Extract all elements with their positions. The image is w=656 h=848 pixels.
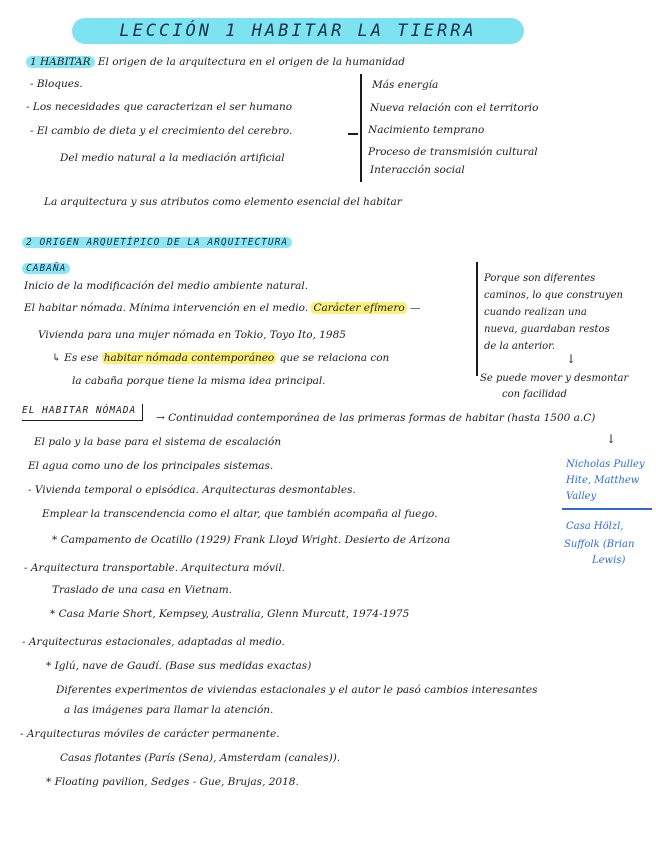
- s1-right-3: Nacimiento temprano: [368, 124, 485, 136]
- down-arrow-icon-2: ↓: [606, 432, 617, 446]
- s2-note-6: Se puede mover y desmontar: [480, 373, 629, 384]
- s3-line-8: * Casa Marie Short, Kempsey, Australia, Glenn Murcutt, 1974-1975: [50, 608, 410, 620]
- s1-line-1: - Bloques.: [30, 78, 83, 90]
- nomada-contemporaneo-highlight: habitar nómada contemporáneo: [103, 352, 275, 364]
- s3-line-14: Casas flotantes (París (Sena), Amsterdam (canales)).: [60, 752, 341, 764]
- s2-note-bracket: [476, 262, 478, 376]
- blue-note-3: Valley: [566, 491, 597, 502]
- s1-bracket: [360, 74, 362, 182]
- s1-line-4: Del medio natural a la mediación artificial: [60, 152, 285, 164]
- s3-line-4: Emplear la transcendencia como el altar, que también acompaña al fuego.: [42, 508, 438, 520]
- s1-right-5: Interacción social: [370, 164, 465, 176]
- s3-line-5: * Campamento de Ocatillo (1929) Frank Lloyd Wright. Desierto de Arizona: [52, 534, 451, 546]
- section-1-tag: 1 HABITAR: [26, 56, 95, 68]
- nomada-box: EL HABITAR NÓMADA: [22, 404, 143, 421]
- s1-closing: La arquitectura y sus atributos como elemento esencial del habitar: [44, 196, 402, 208]
- s3-line-11: Diferentes experimentos de viviendas estacionales y el autor le pasó cambios interesantes: [56, 684, 538, 696]
- s2-note-3: cuando realizan una: [484, 307, 587, 318]
- section-2-tag: [22, 262, 70, 275]
- blue-note-4: Casa Hölzl,: [566, 521, 624, 532]
- s3-line-9: - Arquitecturas estacionales, adaptadas al medio.: [22, 636, 285, 648]
- blue-divider: [562, 508, 652, 510]
- section-2-heading-text: 2 ORIGEN ARQUETÍPICO DE LA ARQUITECTURA: [22, 237, 292, 248]
- s2-line-2-text: El habitar nómada. Mínima intervención en el medio.: [24, 302, 309, 314]
- s2-line-4c: que se relaciona con: [279, 352, 390, 364]
- s2-note-5: de la anterior.: [484, 341, 556, 352]
- s2-line-2: [24, 302, 421, 315]
- s2-dash: —: [410, 302, 421, 314]
- down-arrow-icon: ↓: [566, 352, 577, 366]
- s1-right-2: Nueva relación con el territorio: [370, 102, 539, 114]
- s1-connector: [348, 133, 358, 135]
- s3-line-3: - Vivienda temporal o episódica. Arquitecturas desmontables.: [28, 484, 356, 496]
- blue-note-2: Hite, Matthew: [566, 475, 640, 486]
- caracter-efimero-highlight: Carácter efímero: [313, 302, 405, 314]
- blue-note-1: Nicholas Pulley: [566, 459, 645, 470]
- s3-line-2: El agua como uno de los principales sistemas.: [28, 460, 274, 472]
- s1-right-4: Proceso de transmisión cultural: [368, 146, 538, 158]
- s1-right-1: Más energía: [372, 79, 439, 91]
- s2-note-7: con facilidad: [502, 389, 567, 400]
- s2-line-4a: Es ese: [64, 352, 99, 364]
- s3-line-13: - Arquitecturas móviles de carácter permanente.: [20, 728, 280, 740]
- s2-note-1: Porque son diferentes: [484, 273, 596, 284]
- s3-after-box: → Continuidad contemporánea de las primeras formas de habitar (hasta 1500 a.C): [156, 412, 596, 424]
- s2-line-1: Inicio de la modificación del medio ambiente natural.: [24, 280, 309, 292]
- s3-line-1: El palo y la base para el sistema de escalación: [34, 436, 282, 448]
- section-2-heading: [22, 236, 292, 249]
- s2-note-2: caminos, lo que construyen: [484, 290, 623, 301]
- s2-line-5: la cabaña porque tiene la misma idea principal.: [72, 375, 326, 387]
- blue-note-6: Lewis): [592, 555, 626, 566]
- s3-line-6: - Arquitectura transportable. Arquitectura móvil.: [24, 562, 286, 574]
- s3-line-10: * Iglú, nave de Gaudí. (Base sus medidas exactas): [46, 660, 312, 672]
- section-1-heading-text: El origen de la arquitectura en el origen de la humanidad: [97, 56, 406, 68]
- blue-note-5: Suffolk (Brian: [564, 539, 635, 550]
- s2-line-4: [52, 352, 389, 365]
- s2-line-3: Vivienda para una mujer nómada en Tokio, Toyo Ito, 1985: [38, 329, 346, 341]
- s3-line-15: * Floating pavilion, Sedges - Gue, Brujas, 2018.: [46, 776, 299, 788]
- s3-line-12: a las imágenes para llamar la atención.: [64, 704, 274, 716]
- s2-note-4: nueva, guardaban restos: [484, 324, 610, 335]
- section-1-heading: [26, 56, 405, 69]
- cabana-tag: CABAÑA: [22, 263, 70, 274]
- s2-arrow-icon: ↳: [52, 352, 61, 364]
- s1-line-3: - El cambio de dieta y el crecimiento del cerebro.: [30, 125, 293, 137]
- s1-line-2: - Los necesidades que caracterizan el ser humano: [26, 101, 293, 113]
- page-title: LECCIÓN 1 HABITAR LA TIERRA: [72, 18, 524, 44]
- s3-line-7: Traslado de una casa en Vietnam.: [52, 584, 233, 596]
